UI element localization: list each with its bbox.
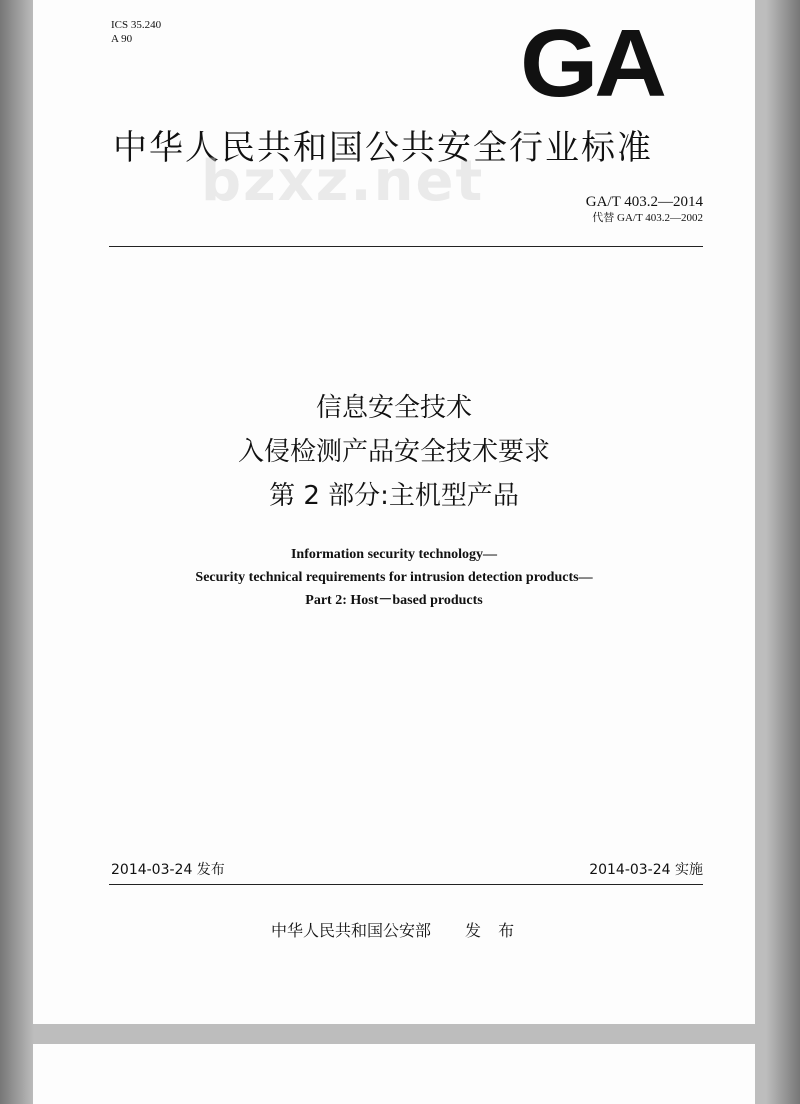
replaces-standard: 代替 GA/T 403.2—2002 (592, 212, 703, 224)
english-title-line-3: Part 2: Host－based products (305, 593, 483, 608)
classification-codes (111, 18, 161, 46)
ics-code: ICS 35.240 (111, 19, 162, 31)
chinese-title (33, 386, 755, 518)
standard-number: GA/T 403.2—2014 (585, 194, 703, 210)
effective-date: 2014-03-24 实施 (589, 862, 703, 878)
watermark: bzxz.net (201, 149, 485, 214)
english-title (33, 543, 755, 612)
chinese-title-line-3: 第 2 部分:主机型产品 (269, 481, 519, 511)
issuer-name: 中华人民共和国公安部 (271, 921, 432, 940)
ga-logo: GA (520, 10, 663, 117)
standard-cover-page (33, 0, 755, 1024)
english-title-line-2: Security technical requirements for intrusion detection products— (195, 570, 593, 585)
english-title-line-1: Information security technology— (290, 547, 498, 562)
issuer-verb: 发 布 (465, 921, 521, 940)
issuing-authority (271, 921, 520, 941)
footer-divider (109, 884, 703, 885)
industry-standard-title: 中华人民共和国公共安全行业标准 (113, 128, 653, 168)
issue-date: 2014-03-24 发布 (111, 862, 225, 878)
ccs-code: A 90 (111, 33, 133, 45)
header-divider (109, 246, 703, 247)
chinese-title-line-1: 信息安全技术 (315, 393, 472, 423)
chinese-title-line-2: 入侵检测产品安全技术要求 (237, 437, 550, 467)
standard-number-block (586, 193, 703, 225)
next-page-preview (33, 1044, 755, 1104)
